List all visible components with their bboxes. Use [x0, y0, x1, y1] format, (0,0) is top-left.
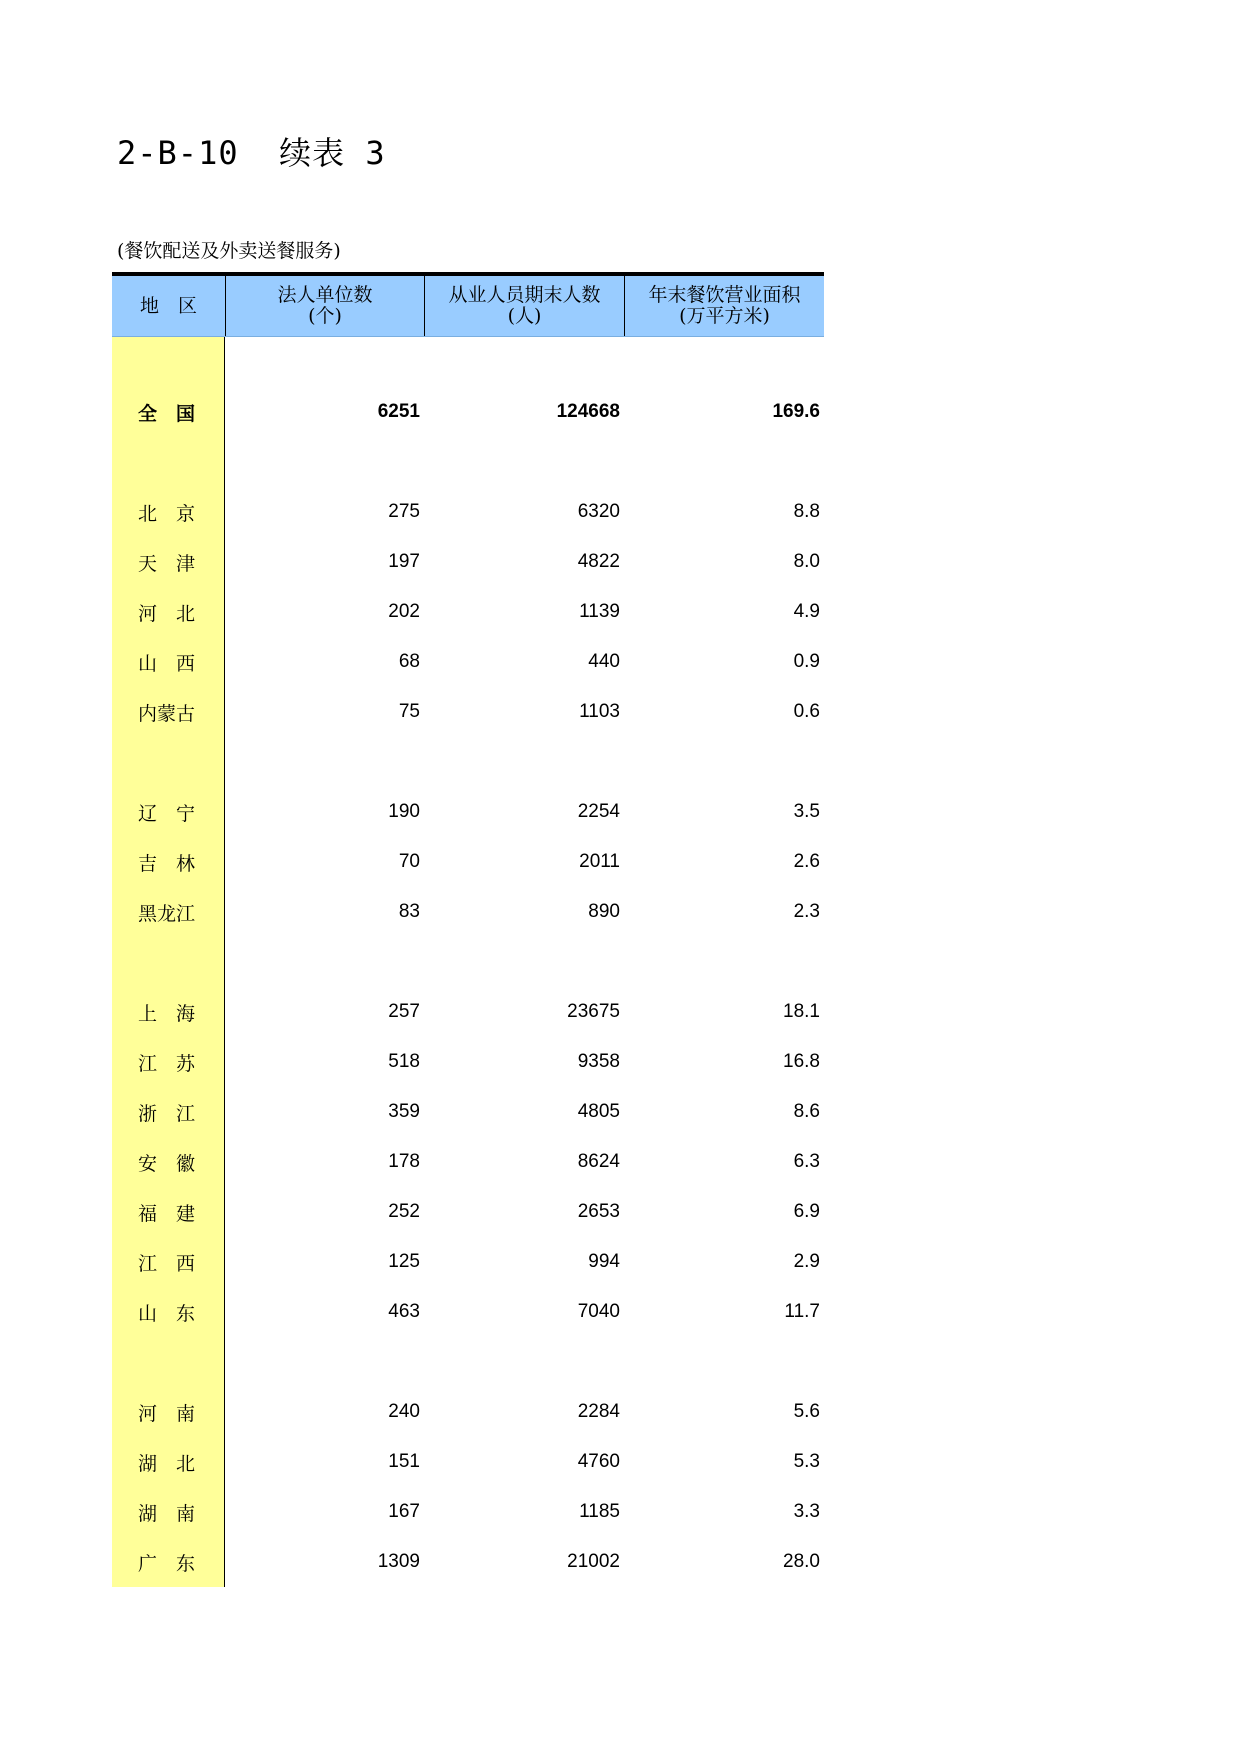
- employees-value: 23675: [567, 1001, 620, 1022]
- units-value: 6251: [377, 401, 420, 422]
- employees-value: 2254: [577, 801, 620, 822]
- table-row: [112, 1287, 824, 1337]
- area-value: 3.3: [793, 1501, 820, 1522]
- units-value: 257: [388, 1001, 420, 1022]
- header-area-unit: (万平方米): [679, 305, 770, 327]
- units-value: 151: [388, 1451, 420, 1472]
- region-name: 山 西: [138, 652, 196, 675]
- employees-value: 2011: [579, 851, 620, 872]
- units-value: 518: [388, 1051, 420, 1072]
- area-value: 8.8: [793, 501, 820, 522]
- units-value: 359: [388, 1101, 420, 1122]
- table-row: [112, 487, 824, 537]
- area-value: 6.9: [793, 1201, 820, 1222]
- table-row: [112, 1437, 824, 1487]
- units-value: 240: [388, 1401, 420, 1422]
- header-employees-label: 从业人员期末人数: [448, 284, 601, 306]
- table-body: [112, 337, 824, 1587]
- units-value: 202: [388, 601, 420, 622]
- region-name: 湖 北: [138, 1452, 196, 1475]
- region-name: 河 北: [138, 602, 196, 625]
- region-name: 内蒙古: [138, 702, 196, 725]
- units-value: 68: [398, 651, 420, 672]
- region-name: 全 国: [138, 402, 196, 425]
- region-name: 黑龙江: [138, 902, 196, 925]
- header-units-unit: (个): [308, 305, 342, 327]
- employees-value: 6320: [577, 501, 620, 522]
- units-value: 70: [398, 851, 420, 872]
- header-area-label: 年末餐饮营业面积: [648, 284, 801, 306]
- region-name: 福 建: [138, 1202, 196, 1225]
- area-value: 2.6: [793, 851, 820, 872]
- units-value: 125: [388, 1251, 420, 1272]
- employees-value: 1185: [579, 1501, 620, 1522]
- employees-value: 2284: [577, 1401, 620, 1422]
- units-value: 75: [398, 701, 420, 722]
- region-name: 上 海: [138, 1002, 196, 1025]
- area-value: 5.3: [793, 1451, 820, 1472]
- region-name: 山 东: [138, 1302, 196, 1325]
- region-name: 吉 林: [138, 852, 196, 875]
- statistics-table: [112, 272, 824, 1587]
- employees-value: 8624: [577, 1151, 620, 1172]
- table-row: [112, 1487, 824, 1537]
- employees-value: 9358: [577, 1051, 620, 1072]
- area-value: 0.6: [793, 701, 820, 722]
- units-value: 275: [388, 501, 420, 522]
- area-value: 3.5: [793, 801, 820, 822]
- page-title: 2-B-10 续表 3: [117, 134, 386, 172]
- units-value: 190: [388, 801, 420, 822]
- area-value: 2.3: [793, 901, 820, 922]
- area-value: 8.0: [793, 551, 820, 572]
- header-area: [624, 276, 824, 336]
- table-row: [112, 1137, 824, 1187]
- employees-value: 890: [588, 901, 620, 922]
- region-name: 广 东: [138, 1552, 196, 1575]
- region-name: 天 津: [138, 552, 196, 575]
- employees-value: 440: [588, 651, 620, 672]
- employees-value: 124668: [556, 401, 620, 422]
- area-value: 169.6: [772, 401, 820, 422]
- units-value: 1309: [377, 1551, 420, 1572]
- table-row: [112, 1537, 824, 1587]
- header-units: [225, 276, 424, 336]
- header-region: [112, 276, 225, 336]
- table-row: [112, 1037, 824, 1087]
- employees-value: 21002: [567, 1551, 620, 1572]
- units-value: 83: [398, 901, 420, 922]
- units-value: 252: [388, 1201, 420, 1222]
- header-employees: [424, 276, 624, 336]
- table-row: [112, 637, 824, 687]
- area-value: 18.1: [783, 1001, 820, 1022]
- area-value: 2.9: [793, 1251, 820, 1272]
- employees-value: 2653: [577, 1201, 620, 1222]
- employees-value: 994: [588, 1251, 620, 1272]
- region-name: 浙 江: [138, 1102, 196, 1125]
- table-rows: [112, 337, 824, 1587]
- area-value: 6.3: [793, 1151, 820, 1172]
- region-name: 北 京: [138, 502, 196, 525]
- area-value: 0.9: [793, 651, 820, 672]
- employees-value: 4822: [577, 551, 620, 572]
- units-value: 167: [388, 1501, 420, 1522]
- table-row: [112, 1387, 824, 1437]
- table-row: [112, 687, 824, 737]
- region-name: 江 西: [138, 1252, 196, 1275]
- header-region-label: 地 区: [139, 294, 197, 317]
- table-row: [112, 837, 824, 887]
- area-value: 8.6: [793, 1101, 820, 1122]
- region-name: 湖 南: [138, 1502, 196, 1525]
- table-row: [112, 1087, 824, 1137]
- units-value: 463: [388, 1301, 420, 1322]
- table-row: [112, 787, 824, 837]
- units-value: 178: [388, 1151, 420, 1172]
- region-name: 辽 宁: [138, 802, 196, 825]
- table-row-total: [112, 387, 824, 437]
- region-name: 河 南: [138, 1402, 196, 1425]
- table-row: [112, 987, 824, 1037]
- employees-value: 4805: [577, 1101, 620, 1122]
- header-units-label: 法人单位数: [277, 284, 373, 306]
- table-header: [112, 276, 824, 337]
- table-row: [112, 537, 824, 587]
- area-value: 16.8: [783, 1051, 820, 1072]
- table-row: [112, 1237, 824, 1287]
- employees-value: 7040: [577, 1301, 620, 1322]
- area-value: 5.6: [793, 1401, 820, 1422]
- region-name: 安 徽: [138, 1152, 196, 1175]
- employees-value: 1103: [579, 701, 620, 722]
- table-subtitle: (餐饮配送及外卖送餐服务): [117, 240, 341, 262]
- area-value: 4.9: [793, 601, 820, 622]
- units-value: 197: [388, 551, 420, 572]
- table-row: [112, 587, 824, 637]
- area-value: 11.7: [784, 1301, 820, 1322]
- table-row: [112, 1187, 824, 1237]
- header-employees-unit: (人): [507, 305, 542, 327]
- employees-value: 1139: [579, 601, 620, 622]
- area-value: 28.0: [783, 1551, 820, 1572]
- table-row: [112, 887, 824, 937]
- region-name: 江 苏: [138, 1052, 196, 1075]
- employees-value: 4760: [577, 1451, 620, 1472]
